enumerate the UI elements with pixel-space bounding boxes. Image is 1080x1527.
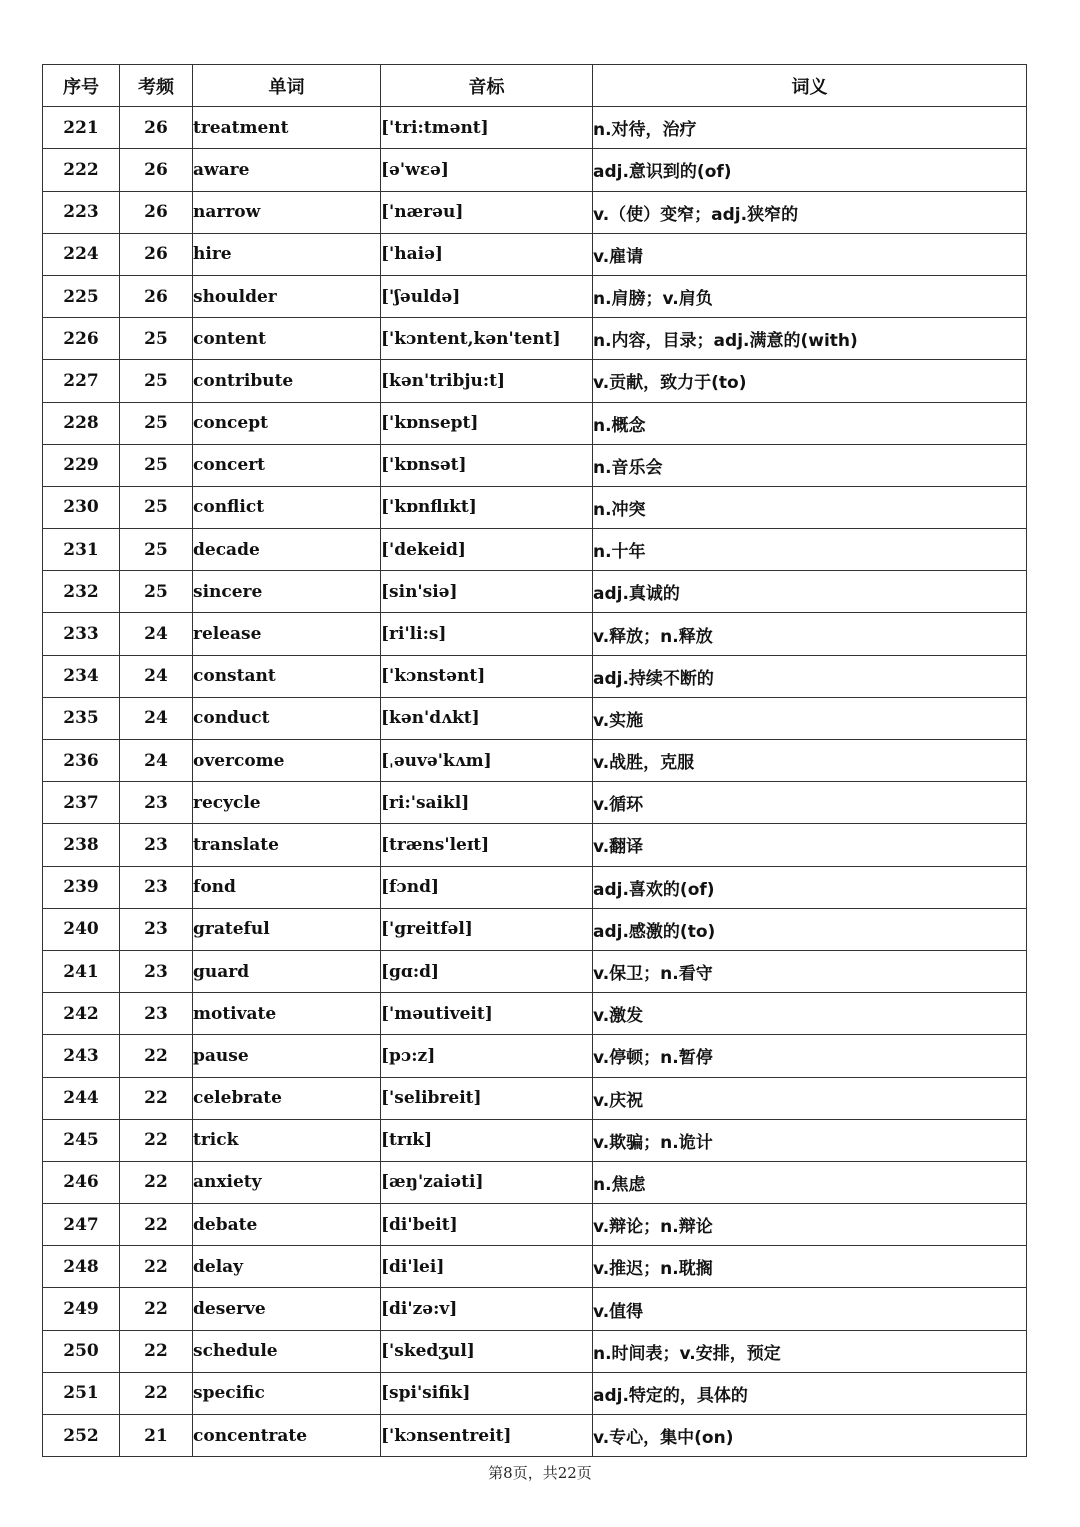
table-row: [43, 444, 1027, 486]
row-phonetic: [pɔ:z]: [381, 1035, 593, 1077]
row-word: recycle: [193, 782, 381, 824]
table-row: [43, 318, 1027, 360]
row-phonetic: ['greitfəl]: [381, 908, 593, 950]
table-row: [43, 613, 1027, 655]
row-phonetic: ['kɔnsentreit]: [381, 1415, 593, 1457]
row-phonetic: [spi'sifik]: [381, 1372, 593, 1414]
row-number: 240: [43, 908, 120, 950]
row-word: overcome: [193, 740, 381, 782]
row-frequency: 23: [120, 908, 193, 950]
row-frequency: 22: [120, 1330, 193, 1372]
row-phonetic: [ri:'saikl]: [381, 782, 593, 824]
row-number: 249: [43, 1288, 120, 1330]
row-number: 230: [43, 486, 120, 528]
row-meaning: v.激发: [593, 993, 1027, 1035]
table-row: [43, 275, 1027, 317]
row-number: 223: [43, 191, 120, 233]
row-phonetic: [di'lei]: [381, 1246, 593, 1288]
row-number: 222: [43, 149, 120, 191]
row-meaning: v.专心，集中(on): [593, 1415, 1027, 1457]
row-frequency: 25: [120, 486, 193, 528]
row-meaning: v.欺骗；n.诡计: [593, 1119, 1027, 1161]
row-word: conduct: [193, 697, 381, 739]
row-word: fond: [193, 866, 381, 908]
row-meaning: v.推迟；n.耽搁: [593, 1246, 1027, 1288]
row-number: 231: [43, 529, 120, 571]
row-meaning: v.庆祝: [593, 1077, 1027, 1119]
row-word: hire: [193, 233, 381, 275]
row-number: 228: [43, 402, 120, 444]
row-frequency: 24: [120, 697, 193, 739]
row-frequency: 25: [120, 360, 193, 402]
row-phonetic: [kən'dʌkt]: [381, 697, 593, 739]
table-row: [43, 950, 1027, 992]
row-word: deserve: [193, 1288, 381, 1330]
row-frequency: 24: [120, 613, 193, 655]
row-frequency: 22: [120, 1372, 193, 1414]
row-meaning: v.循环: [593, 782, 1027, 824]
row-meaning: v.停顿；n.暂停: [593, 1035, 1027, 1077]
row-word: pause: [193, 1035, 381, 1077]
row-number: 252: [43, 1415, 120, 1457]
row-frequency: 22: [120, 1204, 193, 1246]
row-frequency: 25: [120, 318, 193, 360]
row-meaning: v.战胜，克服: [593, 740, 1027, 782]
row-frequency: 26: [120, 191, 193, 233]
row-number: 250: [43, 1330, 120, 1372]
row-word: anxiety: [193, 1161, 381, 1203]
row-frequency: 23: [120, 866, 193, 908]
row-number: 244: [43, 1077, 120, 1119]
row-phonetic: ['kɔntent,kən'tent]: [381, 318, 593, 360]
table-row: [43, 866, 1027, 908]
row-meaning: n.肩膀；v.肩负: [593, 275, 1027, 317]
row-frequency: 22: [120, 1161, 193, 1203]
row-phonetic: ['kɒnsət]: [381, 444, 593, 486]
row-word: schedule: [193, 1330, 381, 1372]
row-phonetic: [sin'siə]: [381, 571, 593, 613]
row-number: 242: [43, 993, 120, 1035]
row-phonetic: [kən'tribju:t]: [381, 360, 593, 402]
table-row: [43, 486, 1027, 528]
row-word: specific: [193, 1372, 381, 1414]
row-frequency: 22: [120, 1119, 193, 1161]
row-word: constant: [193, 655, 381, 697]
row-number: 241: [43, 950, 120, 992]
row-word: contribute: [193, 360, 381, 402]
row-meaning: n.十年: [593, 529, 1027, 571]
table-row: [43, 908, 1027, 950]
row-meaning: n.时间表；v.安排，预定: [593, 1330, 1027, 1372]
row-word: debate: [193, 1204, 381, 1246]
table-body: [43, 107, 1027, 1457]
row-phonetic: ['haiə]: [381, 233, 593, 275]
row-frequency: 25: [120, 571, 193, 613]
row-phonetic: ['tri:tmənt]: [381, 107, 593, 149]
table-row: [43, 529, 1027, 571]
table-row: [43, 360, 1027, 402]
table-row: [43, 1415, 1027, 1457]
row-phonetic: ['skedʒul]: [381, 1330, 593, 1372]
table-row: [43, 1372, 1027, 1414]
row-phonetic: [æŋ'zaiəti]: [381, 1161, 593, 1203]
row-meaning: v.实施: [593, 697, 1027, 739]
row-frequency: 25: [120, 402, 193, 444]
table-row: [43, 1288, 1027, 1330]
table-row: [43, 149, 1027, 191]
row-frequency: 22: [120, 1288, 193, 1330]
row-frequency: 26: [120, 107, 193, 149]
row-number: 248: [43, 1246, 120, 1288]
header-word: 单词: [193, 65, 381, 107]
table-row: [43, 1161, 1027, 1203]
header-frequency: 考频: [120, 65, 193, 107]
row-frequency: 24: [120, 740, 193, 782]
row-phonetic: ['ʃəuldə]: [381, 275, 593, 317]
row-word: aware: [193, 149, 381, 191]
row-phonetic: [di'zə:v]: [381, 1288, 593, 1330]
row-phonetic: [ə'wεə]: [381, 149, 593, 191]
table-row: [43, 1330, 1027, 1372]
row-number: 235: [43, 697, 120, 739]
row-meaning: v.释放；n.释放: [593, 613, 1027, 655]
row-number: 233: [43, 613, 120, 655]
row-word: motivate: [193, 993, 381, 1035]
row-frequency: 23: [120, 824, 193, 866]
row-meaning: adj.感激的(to): [593, 908, 1027, 950]
row-word: release: [193, 613, 381, 655]
row-number: 247: [43, 1204, 120, 1246]
row-word: translate: [193, 824, 381, 866]
row-number: 245: [43, 1119, 120, 1161]
row-phonetic: ['kɒnsept]: [381, 402, 593, 444]
row-meaning: n.概念: [593, 402, 1027, 444]
row-meaning: n.音乐会: [593, 444, 1027, 486]
header-phonetic: 音标: [381, 65, 593, 107]
row-phonetic: [ˌəuvə'kʌm]: [381, 740, 593, 782]
row-frequency: 22: [120, 1246, 193, 1288]
row-word: grateful: [193, 908, 381, 950]
row-frequency: 26: [120, 149, 193, 191]
table-row: [43, 1119, 1027, 1161]
row-phonetic: ['kɔnstənt]: [381, 655, 593, 697]
row-frequency: 26: [120, 233, 193, 275]
row-frequency: 25: [120, 529, 193, 571]
table-row: [43, 107, 1027, 149]
row-number: 225: [43, 275, 120, 317]
table-row: [43, 740, 1027, 782]
row-phonetic: ['kɒnflɪkt]: [381, 486, 593, 528]
table-row: [43, 824, 1027, 866]
row-number: 236: [43, 740, 120, 782]
vocabulary-table: [42, 64, 1027, 1457]
row-meaning: adj.真诚的: [593, 571, 1027, 613]
row-meaning: adj.特定的，具体的: [593, 1372, 1027, 1414]
row-word: narrow: [193, 191, 381, 233]
table-row: [43, 1035, 1027, 1077]
row-number: 221: [43, 107, 120, 149]
row-phonetic: [fɔnd]: [381, 866, 593, 908]
row-meaning: v.保卫；n.看守: [593, 950, 1027, 992]
table-row: [43, 571, 1027, 613]
row-frequency: 25: [120, 444, 193, 486]
row-meaning: v.雇请: [593, 233, 1027, 275]
row-meaning: v.贡献，致力于(to): [593, 360, 1027, 402]
table-row: [43, 697, 1027, 739]
row-word: sincere: [193, 571, 381, 613]
row-meaning: adj.意识到的(of): [593, 149, 1027, 191]
row-meaning: adj.持续不断的: [593, 655, 1027, 697]
row-number: 224: [43, 233, 120, 275]
row-number: 238: [43, 824, 120, 866]
header-number: 序号: [43, 65, 120, 107]
row-word: decade: [193, 529, 381, 571]
row-number: 234: [43, 655, 120, 697]
table-row: [43, 402, 1027, 444]
row-phonetic: [di'beit]: [381, 1204, 593, 1246]
table-row: [43, 191, 1027, 233]
row-frequency: 22: [120, 1077, 193, 1119]
table-row: [43, 233, 1027, 275]
row-phonetic: [gɑ:d]: [381, 950, 593, 992]
row-word: guard: [193, 950, 381, 992]
row-phonetic: ['məutiveit]: [381, 993, 593, 1035]
header-meaning: 词义: [593, 65, 1027, 107]
row-word: celebrate: [193, 1077, 381, 1119]
row-number: 226: [43, 318, 120, 360]
row-frequency: 23: [120, 993, 193, 1035]
row-phonetic: ['selibreit]: [381, 1077, 593, 1119]
table-row: [43, 993, 1027, 1035]
table-row: [43, 782, 1027, 824]
row-number: 229: [43, 444, 120, 486]
row-word: treatment: [193, 107, 381, 149]
row-word: trick: [193, 1119, 381, 1161]
table-row: [43, 655, 1027, 697]
row-number: 227: [43, 360, 120, 402]
row-number: 246: [43, 1161, 120, 1203]
row-meaning: v.（使）变窄；adj.狭窄的: [593, 191, 1027, 233]
row-number: 251: [43, 1372, 120, 1414]
row-frequency: 24: [120, 655, 193, 697]
row-number: 239: [43, 866, 120, 908]
row-frequency: 21: [120, 1415, 193, 1457]
row-meaning: n.冲突: [593, 486, 1027, 528]
row-meaning: n.对待，治疗: [593, 107, 1027, 149]
row-phonetic: [ri'li:s]: [381, 613, 593, 655]
table-header-row: [43, 65, 1027, 107]
row-word: shoulder: [193, 275, 381, 317]
table-row: [43, 1077, 1027, 1119]
row-word: content: [193, 318, 381, 360]
table-row: [43, 1204, 1027, 1246]
row-word: concept: [193, 402, 381, 444]
row-phonetic: [træns'leɪt]: [381, 824, 593, 866]
row-meaning: adj.喜欢的(of): [593, 866, 1027, 908]
row-meaning: n.内容，目录；adj.满意的(with): [593, 318, 1027, 360]
row-word: concentrate: [193, 1415, 381, 1457]
row-frequency: 22: [120, 1035, 193, 1077]
row-frequency: 26: [120, 275, 193, 317]
table-row: [43, 1246, 1027, 1288]
row-word: concert: [193, 444, 381, 486]
row-frequency: 23: [120, 950, 193, 992]
row-phonetic: ['dekeid]: [381, 529, 593, 571]
row-word: conflict: [193, 486, 381, 528]
row-frequency: 23: [120, 782, 193, 824]
row-phonetic: ['nærəu]: [381, 191, 593, 233]
page-number-footer: 第8页，共22页: [488, 1464, 592, 1482]
row-number: 237: [43, 782, 120, 824]
row-meaning: v.值得: [593, 1288, 1027, 1330]
row-meaning: n.焦虑: [593, 1161, 1027, 1203]
row-number: 232: [43, 571, 120, 613]
row-meaning: v.翻译: [593, 824, 1027, 866]
row-word: delay: [193, 1246, 381, 1288]
row-number: 243: [43, 1035, 120, 1077]
row-phonetic: [trɪk]: [381, 1119, 593, 1161]
row-meaning: v.辩论；n.辩论: [593, 1204, 1027, 1246]
